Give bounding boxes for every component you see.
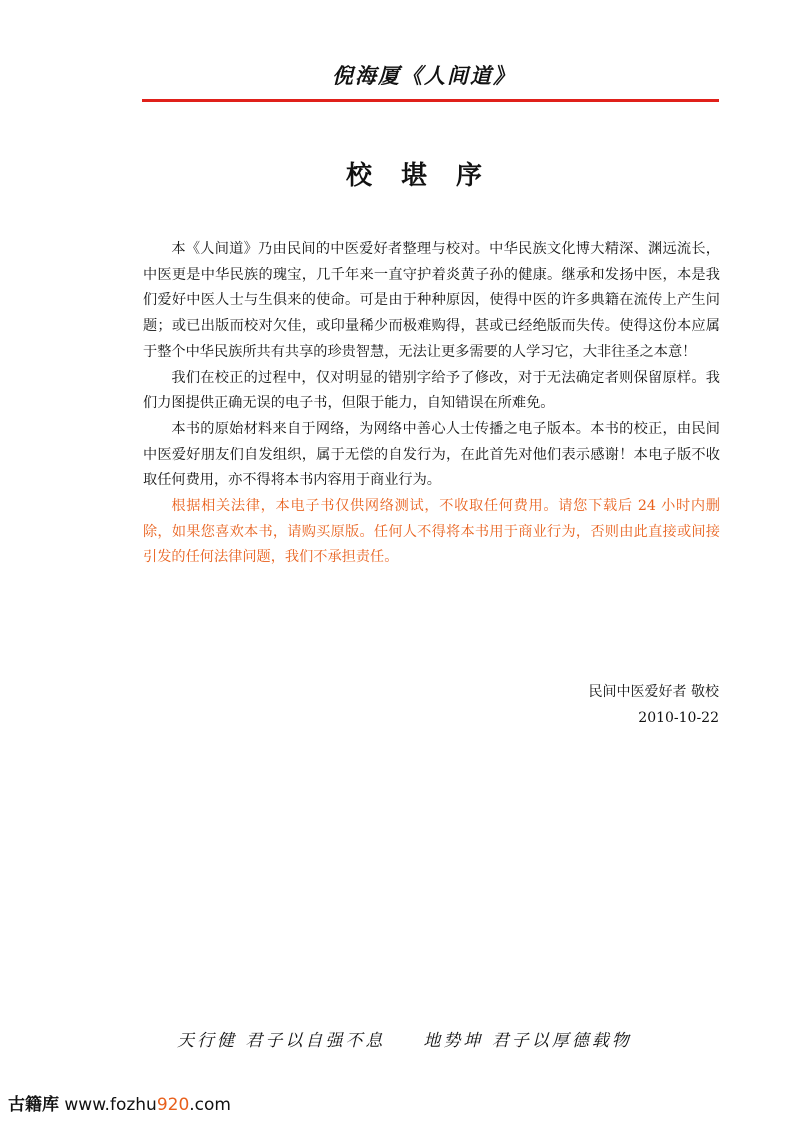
site-url-number: 920	[156, 1095, 190, 1115]
site-library-name: 古籍库	[8, 1095, 59, 1115]
site-url-prefix: www.fozhu	[64, 1095, 157, 1115]
paragraph: 我们在校正的过程中，仅对明显的错别字给予了修改，对于无法确定者则保留原样。我们力图提供正确无误的电子书，但限于能力，自知错误在所难免。	[143, 369, 720, 412]
motto-left: 天行健 君子以自强不息	[177, 1031, 386, 1051]
page-header-title: 倪海厦《人间道》	[332, 63, 516, 88]
document-body	[143, 237, 720, 571]
signature-line: 民间中医爱好者 敬校	[588, 684, 719, 700]
legal-notice: 根据相关法律，本电子书仅供网络测试，不收取任何费用。请您下载后 24 小时内删除，如果您喜欢本书，请购买原版。任何人不得将本书用于商业行为，否则由此直接或间接引发的任何法律问题，我们不承担责任。	[143, 498, 720, 566]
header-divider	[142, 99, 719, 102]
motto-right: 地势坤 君子以厚德载物	[423, 1031, 632, 1051]
signature-block	[589, 680, 719, 731]
document-title: 校 堪 序	[345, 161, 493, 191]
footer-site-link[interactable]	[8, 1090, 231, 1115]
signature-date: 2010-10-22	[638, 709, 719, 726]
site-url-suffix: .com	[189, 1095, 231, 1115]
paragraph: 本《人间道》乃由民间的中医爱好者整理与校对。中华民族文化博大精深、渊远流长，中医更是中华民族的瑰宝，几千年来一直守护着炎黄子孙的健康。继承和发扬中医，本是我们爱好中医人士与生俱来的使命。可是由于种种原因，使得中医的许多典籍在流传上产生问题；或已出版而校对欠佳，或印量稀少而极难购得，甚或已经绝版而失传。使得这份本应属于整个中华民族所共有共享的珍贵智慧，无法让更多需要的人学习它，大非往圣之本意！	[143, 241, 720, 360]
paragraph: 本书的原始材料来自于网络，为网络中善心人士传播之电子版本。本书的校正，由民间中医爱好朋友们自发组织，属于无偿的自发行为，在此首先对他们表示感谢！本电子版不收取任何费用，亦不得将本书内容用于商业行为。	[143, 420, 720, 489]
motto-line	[177, 1026, 632, 1051]
